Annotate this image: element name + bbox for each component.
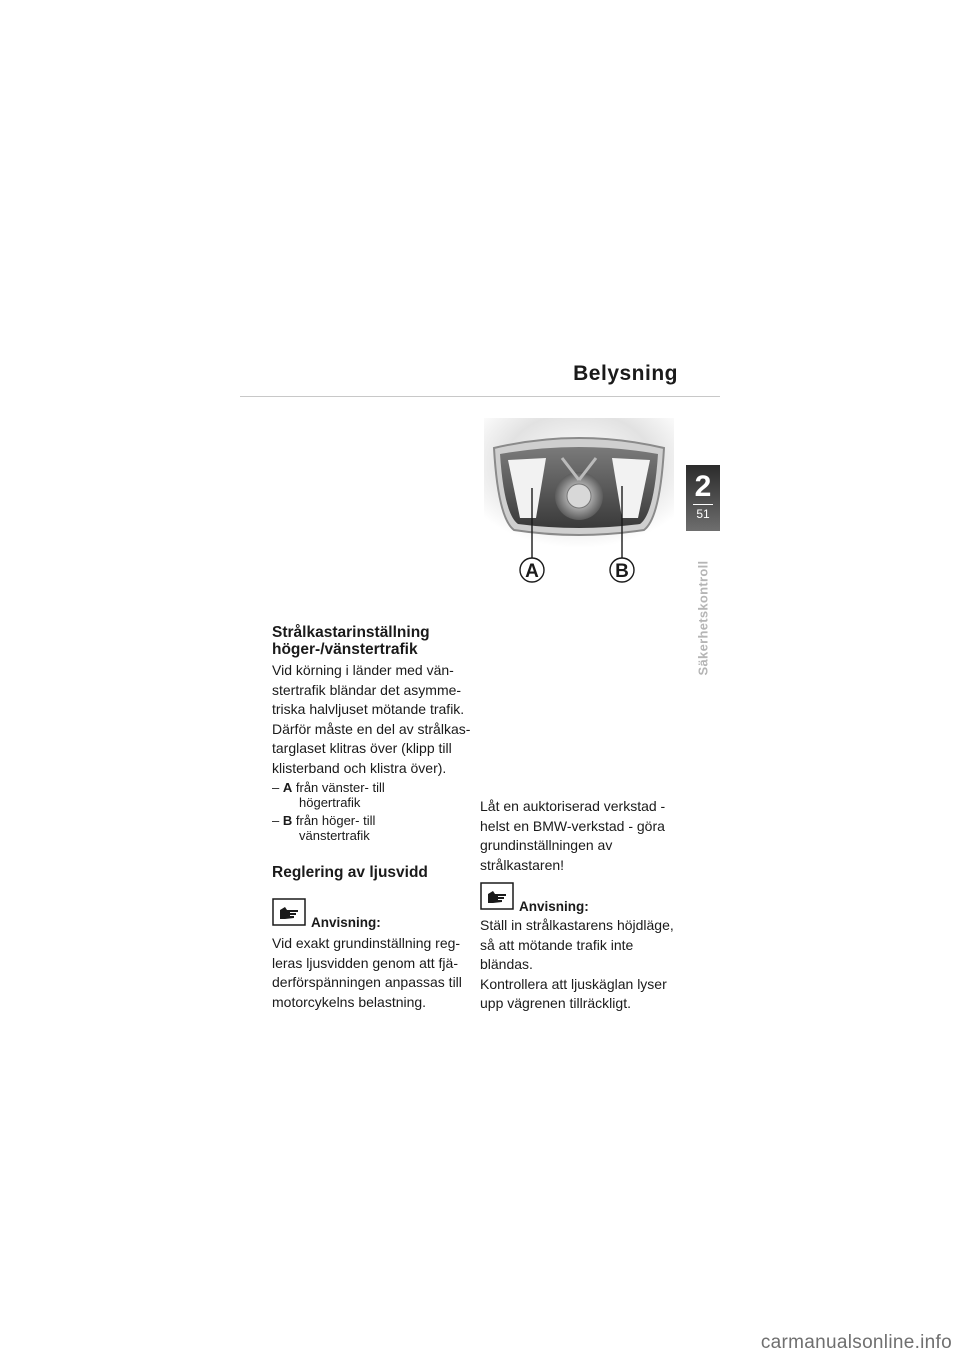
body-line: Kontrollera att ljuskäglan lyser (480, 975, 667, 992)
body-line: Därför måste en del av strålkas- (272, 720, 471, 737)
note-hand-icon (480, 882, 514, 910)
body-line: leras ljusvidden genom att fjä- (272, 954, 458, 971)
headlight-figure (484, 418, 674, 593)
header-divider (240, 396, 720, 397)
body-line: targlaset klitras över (klipp till (272, 740, 452, 756)
note-title: Anvisning: (311, 915, 381, 930)
section-body (272, 661, 477, 778)
body-line: Ställ in strålkastarens höjdläge, (480, 917, 674, 933)
callout-label-a: A (525, 561, 539, 582)
list-dash: – (272, 780, 280, 795)
callout-label-b: B (615, 561, 629, 582)
chapter-number: 2 (694, 470, 712, 503)
list-key: B (282, 813, 293, 828)
section-heading-line: höger-/vänstertrafik (272, 641, 418, 658)
note-block (480, 882, 685, 914)
list-key: A (282, 780, 293, 795)
note-body (272, 934, 477, 1012)
body-line: triska halvljuset mötande trafik. (272, 701, 465, 717)
body-line: upp vägrenen tillräckligt. (480, 995, 631, 1011)
list-text: högertrafik (299, 795, 361, 810)
section-heading-beam-adjustment (272, 624, 477, 658)
body-line: derförspänningen anpassas till (272, 974, 462, 990)
list-item (272, 780, 477, 810)
note-title: Anvisning: (519, 899, 589, 914)
body-line: Låt en auktoriserad verkstad - (480, 798, 666, 814)
body-line: grundinställningen av (480, 837, 613, 853)
traffic-direction-list (272, 780, 477, 843)
list-text: vänstertrafik (299, 828, 370, 843)
note-hand-icon (272, 898, 306, 926)
chapter-tab-divider (693, 504, 713, 505)
watermark: carmanualsonline.info (760, 1332, 952, 1353)
body-line: så att mötande trafik inte (480, 936, 634, 953)
chapter-tab (686, 465, 720, 531)
body-line: Vid körning i länder med vän- (272, 662, 454, 678)
list-text: från höger- till (295, 813, 376, 828)
page-title: Belysning (573, 362, 678, 385)
body-line: bländas. (480, 956, 533, 972)
list-item (272, 813, 477, 843)
list-dash: – (272, 813, 280, 828)
section-heading-beam-range: Reglering av ljusvidd (272, 864, 428, 881)
note-block (272, 898, 477, 930)
note-body (480, 916, 685, 1014)
body-line: helst en BMW-verkstad - göra (480, 817, 665, 834)
body-line: strålkastaren! (480, 856, 565, 873)
section-heading-line: Strålkastarinställning (272, 624, 430, 641)
list-text: från vänster- till (295, 780, 385, 795)
headlight-illustration (484, 418, 674, 593)
body-line: Vid exakt grundinställning reg- (272, 935, 461, 951)
body-line: klisterband och klistra över). (272, 759, 447, 776)
body-line: motorcykelns belastning. (272, 993, 427, 1010)
page-number: 51 (696, 507, 710, 521)
body-line: stertrafik bländar det asymme- (272, 681, 462, 698)
chapter-side-label-text: Säkerhetskontroll (695, 560, 711, 676)
chapter-side-label (686, 548, 720, 688)
workshop-paragraph (480, 797, 685, 875)
